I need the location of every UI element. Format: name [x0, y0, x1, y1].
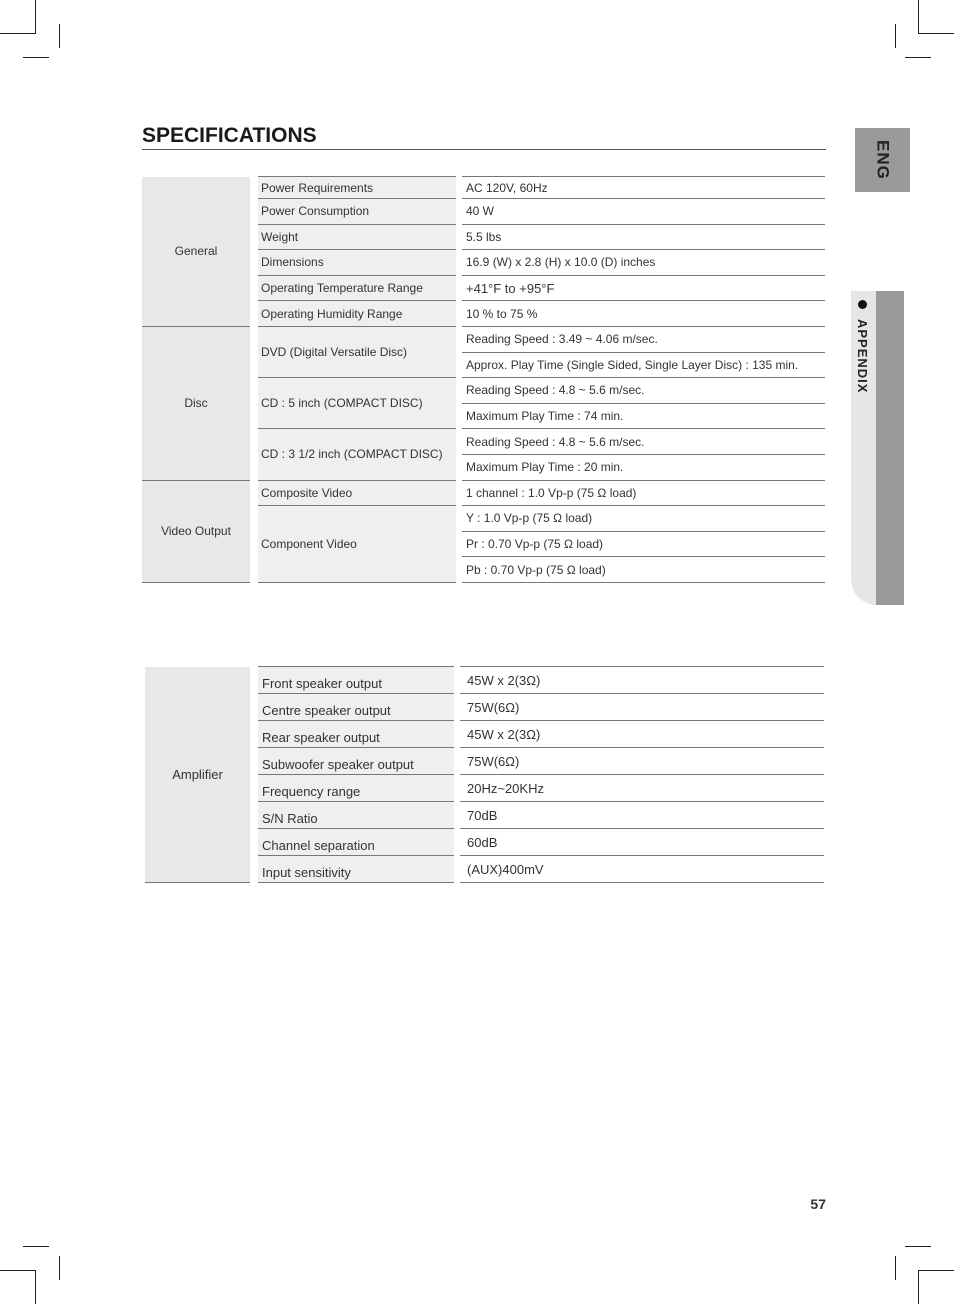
spec-value: Maximum Play Time : 74 min.: [459, 403, 825, 429]
section-tab-label: APPENDIX: [855, 319, 870, 394]
crop-mark: [918, 0, 919, 34]
spec-value: Approx. Play Time (Single Sided, Single Layer Disc) : 135 min.: [459, 352, 825, 378]
section-tab-band: [876, 291, 904, 605]
spec-item: Power Consumption: [254, 199, 459, 225]
language-tab: [855, 128, 910, 192]
spec-item: CD : 3 1/2 inch (COMPACT DISC): [254, 429, 459, 480]
spec-item: Composite Video: [254, 480, 459, 506]
spec-value: 16.9 (W) x 2.8 (H) x 10.0 (D) inches: [459, 250, 825, 276]
title-rule: [142, 149, 826, 150]
crop-mark: [895, 24, 896, 48]
spec-value: AC 120V, 60Hz: [459, 177, 825, 199]
spec-value: 70dB: [457, 802, 824, 829]
category-amplifier: Amplifier: [145, 667, 254, 883]
spec-item: CD : 5 inch (COMPACT DISC): [254, 378, 459, 429]
category-disc: Disc: [142, 326, 254, 480]
table-row: [142, 326, 825, 352]
spec-item: Input sensitivity: [254, 856, 457, 883]
spec-value: 1 channel : 1.0 Vp-p (75 Ω load): [459, 480, 825, 506]
spec-item: Weight: [254, 224, 459, 250]
spec-value: (AUX)400mV: [457, 856, 824, 883]
language-tab-label: ENG: [873, 140, 893, 180]
crop-mark: [35, 1270, 36, 1304]
crop-mark: [918, 33, 954, 34]
spec-value: 20Hz~20KHz: [457, 775, 824, 802]
spec-item: Front speaker output: [254, 667, 457, 694]
spec-value: 10 % to 75 %: [459, 301, 825, 327]
spec-value: Reading Speed : 4.8 ~ 5.6 m/sec.: [459, 378, 825, 404]
crop-mark: [0, 1270, 36, 1271]
spec-value: Maximum Play Time : 20 min.: [459, 454, 825, 480]
spec-value: +41°F to +95°F: [459, 275, 825, 301]
spec-value: Y : 1.0 Vp-p (75 Ω load): [459, 506, 825, 532]
spec-item: DVD (Digital Versatile Disc): [254, 326, 459, 377]
spec-item: Subwoofer speaker output: [254, 748, 457, 775]
table-row: [142, 177, 825, 199]
crop-mark: [0, 33, 36, 34]
spec-item: Frequency range: [254, 775, 457, 802]
crop-mark: [895, 1256, 896, 1280]
page-title: SPECIFICATIONS: [142, 124, 317, 147]
category-general: General: [142, 177, 254, 327]
spec-item: S/N Ratio: [254, 802, 457, 829]
spec-item: Channel separation: [254, 829, 457, 856]
crop-mark: [23, 1246, 49, 1247]
crop-mark: [918, 1270, 954, 1271]
spec-item: Centre speaker output: [254, 694, 457, 721]
page-number: 57: [810, 1196, 826, 1212]
spec-value: Pr : 0.70 Vp-p (75 Ω load): [459, 531, 825, 557]
crop-mark: [59, 24, 60, 48]
spec-value: 75W(6Ω): [457, 694, 824, 721]
amplifier-table: [145, 666, 824, 883]
spec-item: Component Video: [254, 506, 459, 583]
crop-mark: [23, 57, 49, 58]
crop-mark: [59, 1256, 60, 1280]
spec-value: 75W(6Ω): [457, 748, 824, 775]
spec-value: 60dB: [457, 829, 824, 856]
spec-value: Pb : 0.70 Vp-p (75 Ω load): [459, 557, 825, 583]
table-row: [145, 667, 824, 694]
crop-mark: [35, 0, 36, 34]
spec-item: Rear speaker output: [254, 721, 457, 748]
spec-item: Power Requirements: [254, 177, 459, 199]
spec-item: Operating Humidity Range: [254, 301, 459, 327]
crop-mark: [905, 57, 931, 58]
table-row: [142, 480, 825, 506]
crop-mark: [918, 1270, 919, 1304]
section-tab: [851, 291, 904, 605]
spec-value: 45W x 2(3Ω): [457, 667, 824, 694]
spec-item: Dimensions: [254, 250, 459, 276]
spec-value: 45W x 2(3Ω): [457, 721, 824, 748]
spec-value: Reading Speed : 3.49 ~ 4.06 m/sec.: [459, 326, 825, 352]
spec-item: Operating Temperature Range: [254, 275, 459, 301]
spec-value: Reading Speed : 4.8 ~ 5.6 m/sec.: [459, 429, 825, 455]
bullet-icon: [858, 300, 867, 309]
category-video-output: Video Output: [142, 480, 254, 582]
spec-value: 5.5 lbs: [459, 224, 825, 250]
specifications-table: [142, 176, 825, 583]
spec-value: 40 W: [459, 199, 825, 225]
crop-mark: [905, 1246, 931, 1247]
